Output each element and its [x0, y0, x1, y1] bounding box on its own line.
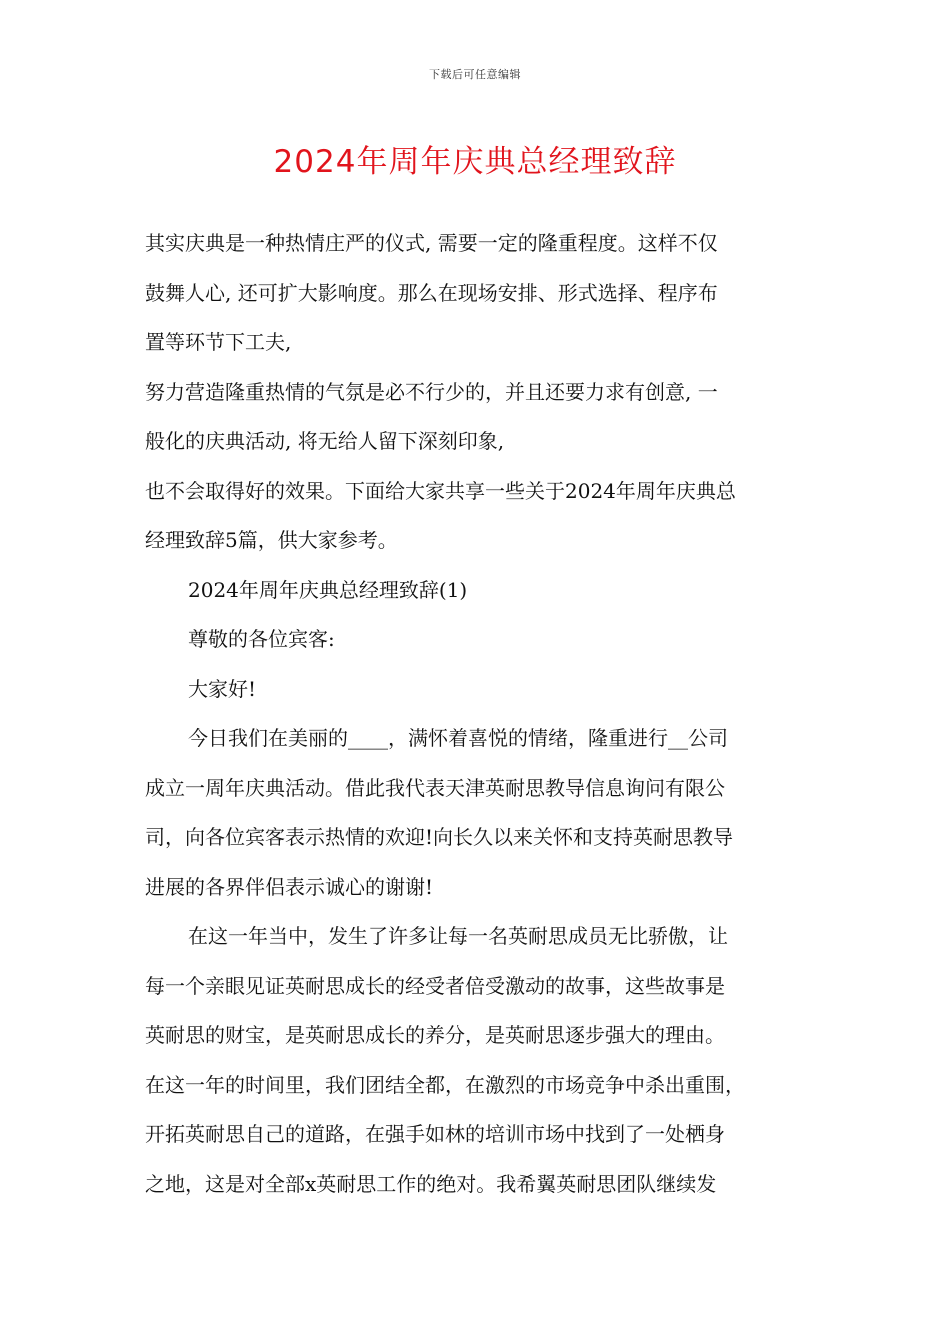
document-body: [145, 219, 810, 1209]
body-line: 开拓英耐思自己的道路，在强手如林的培训市场中找到了一处栖身: [145, 1122, 725, 1146]
body-line: 今日我们在美丽的____，满怀着喜悦的情绪，隆重进行__公司: [188, 726, 728, 750]
body-line: 经理致辞5篇，供大家参考。: [145, 528, 398, 552]
body-line: 其实庆典是一种热情庄严的仪式, 需要一定的隆重程度。这样不仅: [145, 231, 718, 255]
body-line: 每一个亲眼见证英耐思成长的经受者倍受激动的故事，这些故事是: [145, 973, 725, 998]
body-line: 成立一周年庆典活动。借此我代表天津英耐思教导信息询问有限公: [145, 775, 725, 800]
body-line: 进展的各界伴侣表示诚心的谢谢!: [145, 874, 434, 899]
body-line: 2024年周年庆典总经理致辞(1): [188, 577, 468, 602]
body-line: 英耐思的财宝，是英耐思成长的养分，是英耐思逐步强大的理由。: [145, 1023, 725, 1047]
header-note: 下载后可任意编辑: [429, 68, 521, 81]
body-line: 置等环节下工夫,: [145, 330, 292, 354]
body-line: 在这一年当中，发生了许多让每一名英耐思成员无比骄傲，让: [188, 924, 728, 948]
body-line: 之地，这是对全部x英耐思工作的绝对。我希翼英耐思团队继续发: [145, 1171, 717, 1196]
body-line: 大家好!: [188, 676, 257, 701]
body-line: 在这一年的时间里，我们团结全都，在激烈的市场竞争中杀出重围，: [145, 1072, 745, 1097]
body-line: 般化的庆典活动, 将无给人留下深刻印象,: [145, 429, 505, 453]
body-line: 尊敬的各位宾客:: [188, 627, 335, 651]
body-line: 鼓舞人心, 还可扩大影响度。那么在现场安排、形式选择、程序布: [145, 280, 718, 305]
document-title: 2024年周年庆典总经理致辞: [273, 144, 677, 180]
body-line: 也不会取得好的效果。下面给大家共享一些关于2024年周年庆典总: [145, 478, 736, 503]
body-line: 努力营造隆重热情的气氛是必不行少的，并且还要力求有创意, 一: [145, 379, 718, 404]
body-line: 司，向各位宾客表示热情的欢迎!向长久以来关怀和支持英耐思教导: [145, 825, 734, 849]
